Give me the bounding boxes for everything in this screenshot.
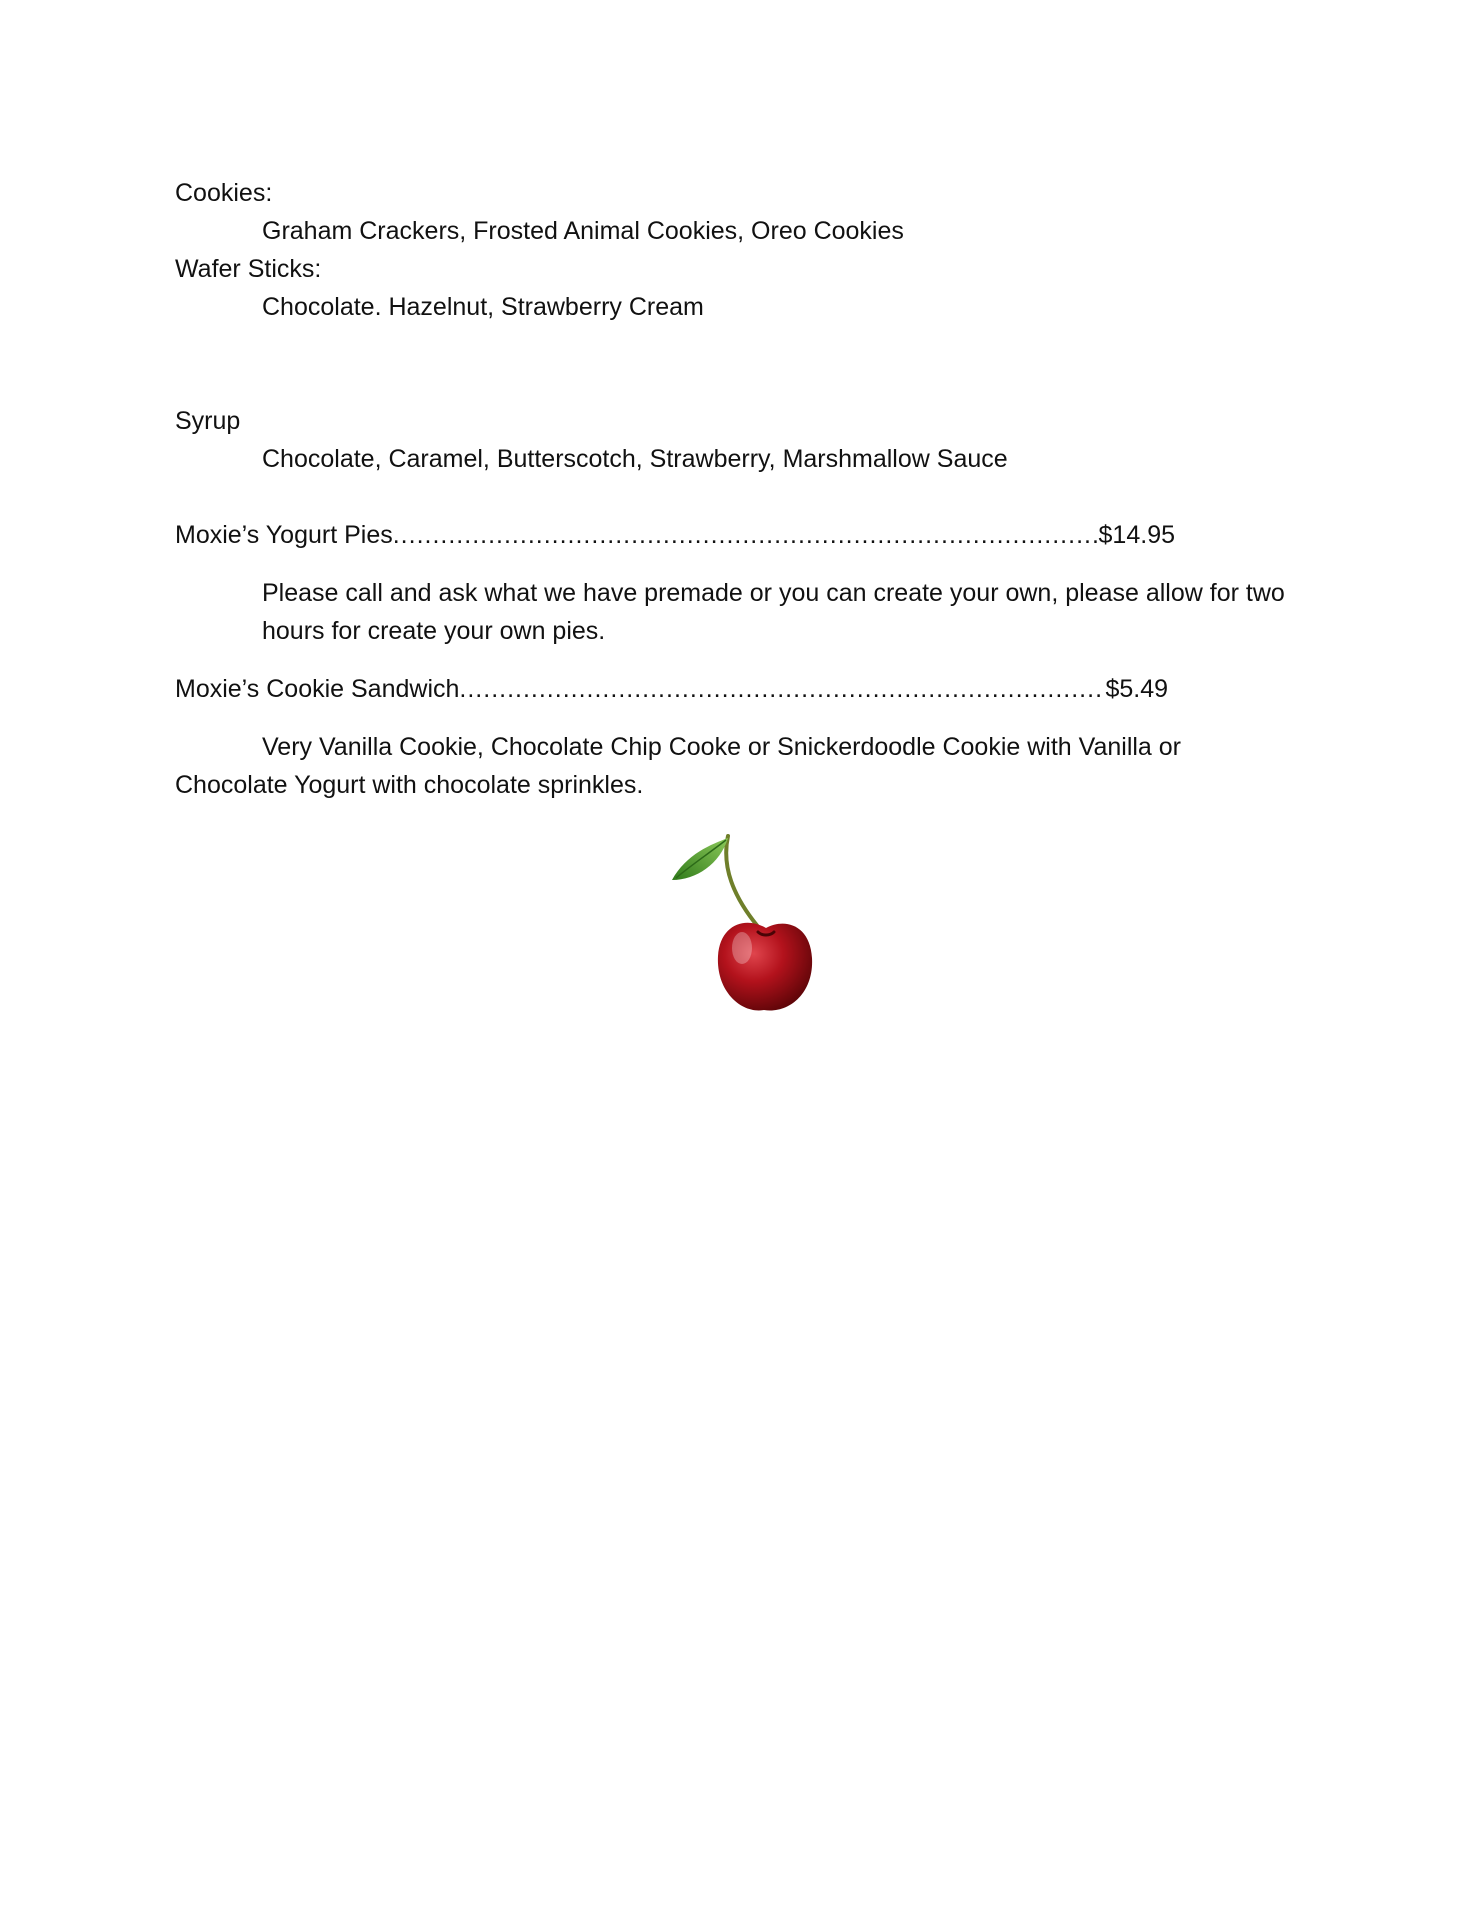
yogurt-pies-line bbox=[175, 516, 1175, 554]
cookie-sandwich-price: $5.49 bbox=[1105, 675, 1168, 703]
cookie-sandwich-line bbox=[175, 670, 1168, 708]
cookie-sandwich-description: Very Vanilla Cookie, Chocolate Chip Cooke or Snickerdoodle Cookie with Vanilla or Chocolate Yogurt with chocolate sprinkles. bbox=[175, 733, 1182, 799]
wafer-sticks-heading: Wafer Sticks: bbox=[175, 255, 322, 283]
cookies-heading: Cookies: bbox=[175, 179, 273, 207]
yogurt-pies-name: Moxie’s Yogurt Pies bbox=[175, 521, 393, 549]
yogurt-pies-description: Please call and ask what we have premade or you can create your own, please allow for two hours for create your own pies. bbox=[262, 579, 1285, 645]
wafer-sticks-items: Chocolate. Hazelnut, Strawberry Cream bbox=[262, 293, 704, 321]
syrup-items: Chocolate, Caramel, Butterscotch, Strawberry, Marshmallow Sauce bbox=[262, 445, 1008, 473]
cookies-items: Graham Crackers, Frosted Animal Cookies, Oreo Cookies bbox=[262, 217, 904, 245]
yogurt-pies-price: $14.95 bbox=[1098, 521, 1175, 549]
yogurt-pies-leader-dots bbox=[393, 516, 1099, 554]
cherry-icon bbox=[664, 824, 824, 1024]
cookie-sandwich-leader-dots bbox=[459, 670, 1105, 708]
cookie-sandwich-name: Moxie’s Cookie Sandwich bbox=[175, 675, 460, 703]
syrup-heading: Syrup bbox=[175, 407, 241, 435]
